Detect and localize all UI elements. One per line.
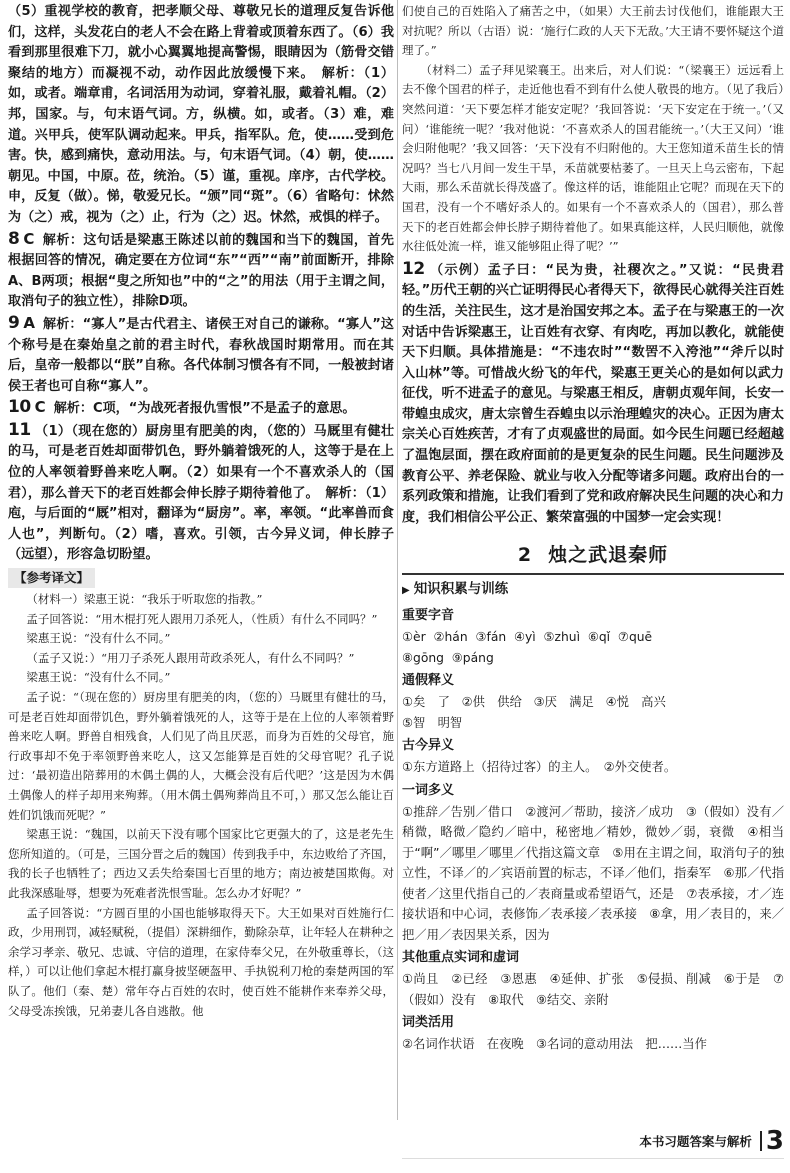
answer-letter: C (34, 398, 46, 417)
question-text: 解析：这句话是梁惠王陈述以前的魏国和当下的魏国，首先根据回答的情况，确定要在方位词“东”“西”“南”前面断开，排除A、B两项；根据“叟之所知也”中的“之”的用法（用于主谓之间，取消句子的独立性），排除D项。 (8, 232, 394, 310)
translation-paragraph: 孟子说：“（现在您的）厨房里有肥美的肉，（您的）马厩里有健壮的马，可是老百姓却面带饥色，野外躺着饿死的人，这等于是在上位的人率领着野兽来吃人啊。野兽自相残食，人们见了尚且厌恶，而身为百姓的父母官，施行政事却不免于率领野兽来吃人，这又怎能算是百姓的父母官呢？孔子说过：‘最初造出陪葬用的木偶土偶的人，大概会没有后代吧？’这是因为木偶土偶像人的样子却用来殉葬。（用木偶土偶殉葬尚且不可，）那又怎么能让百姓们饥饿而死呢？” (8, 690, 394, 822)
page-footer (639, 1128, 784, 1154)
gujin-title: 古今异义 (402, 738, 455, 754)
tongjia-item: ⑤智 明智 (402, 715, 463, 730)
question-text: （1）（现在您的）厨房里有肥美的肉，（您的）马厩里有健壮的马，可是老百姓却面带饥色，野外躺着饿死的人，这等于是在上位的人率领着野兽来吃人啊。（2）如果有一个不喜欢杀人的（国君），那么普天下的老百姓都会伸长脖子期待着他了。 解析：（1）庖，与后面的“厩”相对，翻译为“厨房”。率，率领。“此率兽而食人也”，判断句。（2）嗜，喜欢。引领，古今异义词，伸长脖子（远望），形容急切盼望。 (8, 423, 394, 563)
question-number: 9 (8, 312, 20, 333)
question-number: 8 (8, 228, 20, 249)
reference-translation-title: 【参考译文】 (8, 568, 95, 588)
left-column (8, 2, 394, 1170)
tongjia-list (402, 692, 784, 733)
translation-paragraph: （材料二）孟子拜见梁襄王。出来后，对人们说：“（梁襄王）远远看上去不像个国君的样子，走近他也看不到有什么使人敬畏的地方。（见了我后）突然问道：‘天下要怎样才能安定呢？’我回答说：‘天下安定在于统一。’（又问）‘谁能统一呢？’我对他说：‘不喜欢杀人的国君能统一。’（大王又问）‘谁会归附他呢？’我又回答：‘天下没有不归附他的。大王您知道禾苗生长的情况吗？当七八月间一发生干旱，禾苗就要枯萎了。一旦天上乌云密布，下起大雨，那么禾苗就长得茂盛了。像这样的话，谁能阻止它呢？而现在天下的国君，没有一个不嗜好杀人的。如果有一个不喜欢杀人的（国君），那么普天下的老百姓都会伸长脖子期待着他了。如果真能这样，人民归顺他，就像水往低处流一样，谁又能够阻止得了呢？’” (402, 62, 784, 254)
translation-paragraph: （孟子又说：）“用刀子杀死人跟用苛政杀死人，有什么不同吗？” (26, 650, 355, 665)
question-text: 解析：C项，“为战死者报仇雪恨”不是孟子的意思。 (53, 401, 356, 417)
cilei-title: 词类活用 (402, 1015, 455, 1031)
footer-rule (402, 1158, 784, 1159)
question-number: 12 (402, 258, 425, 279)
yici-title: 一词多义 (402, 782, 455, 798)
page-number: 3 (765, 1126, 784, 1156)
pron-item: ④yì (513, 630, 536, 645)
question-9 (8, 313, 394, 397)
pron-item: ①èr (402, 630, 426, 645)
pronunciation-list (402, 627, 784, 668)
question-number: 11 (8, 419, 31, 440)
pron-item: ⑨páng (451, 650, 494, 665)
cilei-text: ②名词作状语 在夜晚 ③名词的意动用法 把……当作 (402, 1037, 707, 1052)
column-divider (397, 0, 398, 1120)
question-number: 10 (8, 397, 31, 418)
question-text: （示例）孟子曰：“民为贵，社稷次之。”又说：“民贵君轻。”历代王朝的兴亡证明得民心者得天下，欲得民心就得关注百姓的生活，关注民生，这才是治国安邦之本。孟子在与梁惠王的一次对话中告诉梁惠王，让百姓有衣穿、有肉吃，再加以教化，就能使天下归顺。具体措施是：“不违农时”“数罟不入洿池”“斧斤以时入山林”等。可惜战火纷飞的年代，梁惠王更关心的是如何以武力征伐，听不进孟子的意见。与梁惠王相反，唐朝贞观年间，长安一带蝗虫成灾，唐太宗曾生吞蝗虫以示治理蝗灾的决心。正因为唐太宗关心百姓疾苦，才有了贞观盛世的局面。如今民生问题已经超越了温饱层面，摆在政府面前的是更复杂的民生问题。民生问题涉及教育公平、养老保险、就业与收入分配等诸多问题。政府出台的一系列政策和措施，让我们看到了党和政府解决民生问题的决心和力度，我们相信公平公正、繁荣富强的中国梦一定会实现！ (402, 262, 784, 525)
tongjia-item: ④悦 高兴 (605, 695, 666, 710)
question-text: 解析：“寡人”是古代君主、诸侯王对自己的谦称。“寡人”这个称号是在秦始皇之前的君主时代，春秋战国时期常用。而在其后，皇帝一般都以“朕”自称。各代体制习惯各有不同，一般被封诸侯王者也可自称“寡人”。 (8, 316, 394, 394)
yici-text: ①推辞／告别／借口 ②渡河／帮助，接济／成功 ③（假如）没有／稍微，略微／隐约／暗中，秘密地／精妙，微妙／弱，衰微 ④相当于“啊”／哪里／哪里／代指这篇文章 ⑤用在主谓之间，取消句子的独立性，不译／的／宾语前置的标志，不译／他们，指秦军 ⑥那／代指使者／这里代指自己的／表商量或希望语气，还是 ⑦表承接，才／连接状语和中心词，表修饰／表承接／表承接 ⑧拿，用／表目的，来／把／用／表因果关系，因为 (402, 804, 784, 942)
question-12 (402, 259, 784, 529)
other-words-text: ①尚且 ②已经 ③恩惠 ④延伸、扩张 ⑤侵损、削减 ⑥于是 ⑦（假如）没有 ⑧取代 ⑨结交、亲附 (402, 972, 784, 1007)
footer-label: 本书习题答案与解析 (639, 1134, 752, 1149)
pronunciation-title: 重要字音 (402, 608, 455, 624)
tongjia-item: ①矣 了 (402, 695, 450, 710)
tongjia-item: ③厌 满足 (533, 695, 594, 710)
pron-item: ⑥qǐ (587, 630, 611, 645)
translation-paragraph: 梁惠王说：“没有什么不同。” (26, 631, 171, 646)
translation-paragraph: （材料一）梁惠王说：“我乐于听取您的指教。” (26, 592, 263, 607)
pron-item: ③fán (475, 630, 507, 645)
translation-paragraph: 梁惠王说：“没有什么不同。” (26, 670, 171, 685)
question-8 (8, 229, 394, 313)
tongjia-title: 通假释义 (402, 673, 455, 689)
translation-continuation: 们使自己的百姓陷入了痛苦之中，（如果）大王前去讨伐他们，谁能跟大王对抗呢？所以（古语）说：‘施行仁政的人天下无敌。’大王请不要怀疑这个道理了。” (402, 4, 784, 58)
answer-letter: C (23, 229, 35, 248)
pron-item: ⑤zhuì (543, 630, 581, 645)
section-name: 烛之武退秦师 (548, 544, 669, 567)
translation-paragraph: 孟子回答说：“用木棍打死人跟用刀杀死人，（性质）有什么不同吗？” (26, 611, 378, 626)
pron-item: ⑦quē (617, 630, 653, 645)
gujin-text: ①东方道路上（招待过客）的主人。 ②外交使者。 (402, 760, 677, 775)
translation-paragraph: 梁惠王说：“魏国，以前天下没有哪个国家比它更强大的了，这是老先生您所知道的。（可是，三国分晋之后的魏国）传到我手中，东边败给了齐国，我的长子也牺牲了；西边又丢失给秦国七百里的地方；南边被楚国欺侮。对此我深感耻辱，想要为死难者洗恨雪耻。怎么办才好呢？” (8, 827, 394, 900)
footer-separator (760, 1131, 762, 1151)
knowledge-header-label: 知识积累与训练 (413, 581, 509, 598)
answer-letter: A (23, 313, 35, 332)
answer-continuation: （5）重视学校的教育，把孝顺父母、尊敬兄长的道理反复告诉他们，这样，头发花白的老人不会在路上背着或顶着东西了。（6）我看到那里很难下刀，就小心翼翼地提高警惕，眼睛因为（筋骨交错聚结的地方）而凝视不动，动作因此放缓慢下来。 解析：（1）如，或者。端章甫，名词活用为动词，穿着礼服，戴着礼帽。（2）邦，国家。与，句末语气词。方，纵横。如，或者。（3）难，难道。兴甲兵，使军队调动起来。甲兵，指军队。危，使……受到危害。快，感到痛快，意动用法。与，句末语气词。（4）朝，使……朝见。中国，中原。莅，统治。（5）谨，重视。庠序，古代学校。申，反复（做）。悌，敬爱兄长。“颁”同“斑”。（6）省略句：怵然为（之）戒，视为（之）止，行为（之）迟。怵然，戒惧的样子。 (8, 4, 394, 225)
other-words-title: 其他重点实词和虚词 (402, 950, 520, 966)
translation-paragraph: 孟子回答说：“方圆百里的小国也能够取得天下。大王如果对百姓施行仁政，少用刑罚，减轻赋税，（提倡）深耕细作，勤除杂草，让年轻人在耕种之余学习孝亲、敬兄、忠诚、守信的道理，在家侍奉父兄，在外敬重尊长，（这样，）可以让他们拿起木棍打赢身披坚硬盔甲、手执锐利刀枪的秦楚两国的军队了。他们（秦、楚）常年夺占百姓的农时，使百姓不能耕作来奉养父母，父母受冻挨饿，兄弟妻儿各自逃散。他 (8, 905, 394, 1018)
tongjia-item: ②供 供给 (461, 695, 522, 710)
triangle-right-icon: ▶ (402, 585, 410, 597)
question-11 (8, 420, 394, 566)
section-title (402, 540, 784, 567)
pron-item: ②hán (433, 630, 468, 645)
right-column (402, 2, 784, 1102)
pron-item: ⑧gōng (402, 650, 444, 665)
question-10 (8, 397, 394, 420)
knowledge-header (402, 573, 784, 603)
section-number: 2 (517, 544, 533, 567)
